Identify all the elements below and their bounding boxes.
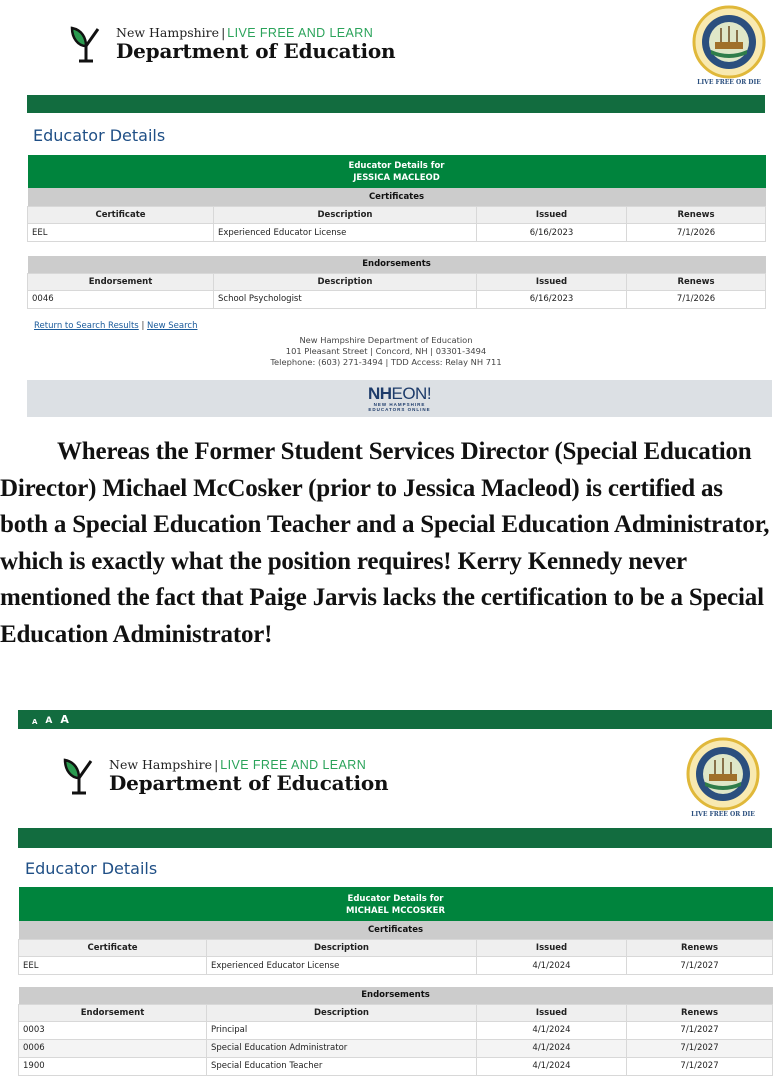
column-header: Endorsement	[28, 273, 214, 290]
table-row	[19, 1021, 773, 1039]
table-title: Educator Details for	[347, 893, 444, 904]
nav-bar	[18, 828, 772, 848]
endorsement-renews: 7/1/2027	[627, 1021, 773, 1039]
educator-name: MICHAEL MCCOSKER	[346, 905, 445, 916]
certificates-section-label: Certificates	[28, 188, 766, 207]
educator-name: JESSICA MACLEOD	[353, 173, 440, 183]
column-header: Description	[214, 207, 477, 224]
logo-department: Department of Education	[116, 39, 396, 63]
result-links	[34, 321, 197, 331]
nh-state-seal-icon	[685, 736, 761, 820]
text-size-large-button[interactable]: A	[60, 713, 69, 726]
endorsement-description: Special Education Teacher	[207, 1057, 477, 1075]
endorsements-section-label: Endorsements	[28, 256, 766, 274]
commentary-paragraph	[0, 434, 775, 653]
nheon-logo-bold: NH	[367, 383, 392, 403]
text-size-medium-button[interactable]: A	[45, 716, 53, 726]
endorsement-renews: 7/1/2026	[627, 290, 766, 308]
certificate-renews: 7/1/2026	[627, 224, 766, 242]
endorsement-issued: 4/1/2024	[477, 1021, 627, 1039]
endorsement-description: Special Education Administrator	[207, 1039, 477, 1057]
footer-address	[200, 335, 572, 368]
nheon-logo-light: EON!	[391, 383, 432, 403]
column-header: Certificate	[19, 940, 207, 957]
column-header: Issued	[477, 940, 627, 957]
seal-motto: LIVE FREE OR DIE	[691, 811, 755, 818]
nheon-footer-bar	[27, 380, 772, 417]
column-header: Endorsement	[19, 1004, 207, 1021]
column-header: Issued	[477, 207, 627, 224]
endorsement-issued: 4/1/2024	[477, 1057, 627, 1075]
logo-state: New Hampshire	[109, 757, 213, 772]
new-search-link[interactable]: New Search	[147, 321, 198, 331]
certificates-section-label: Certificates	[19, 921, 773, 940]
sprout-leaf-icon	[61, 756, 97, 796]
certificate-renews: 7/1/2027	[627, 957, 773, 975]
endorsement-renews: 7/1/2027	[627, 1039, 773, 1057]
column-header: Description	[207, 940, 477, 957]
column-header: Renews	[627, 940, 773, 957]
text-size-small-button[interactable]: A	[32, 718, 38, 726]
educator-details-table	[18, 887, 773, 1076]
endorsements-section-label: Endorsements	[19, 987, 773, 1005]
column-header: Issued	[477, 273, 627, 290]
table-row	[28, 224, 766, 242]
column-header: Description	[214, 273, 477, 290]
commentary-text: Whereas the Former Student Services Director (Special Education Director) Michael McCosker (prior to Jessica Macleod) is certified as both a Special Education Teacher and a Special Education Administrator, which is exactly what the position requires! Kerry Kennedy never mentioned the fact that Paige Jarvis lacks the certification to be a Special Education Administrator!	[0, 438, 770, 648]
footer-phone: Telephone: (603) 271-3494 | TDD Access: Relay NH 711	[270, 357, 502, 367]
nh-doe-logo[interactable]: New Hampshire | LIVE FREE AND LEARN Department of Education	[61, 756, 388, 796]
footer-org: New Hampshire Department of Education	[299, 335, 473, 345]
certificate-code: EEL	[28, 224, 214, 242]
endorsement-description: School Psychologist	[214, 290, 477, 308]
endorsement-issued: 4/1/2024	[477, 1039, 627, 1057]
table-row	[19, 1057, 773, 1075]
endorsement-code: 0003	[19, 1021, 207, 1039]
logo-department: Department of Education	[109, 771, 389, 795]
column-header: Renews	[627, 1004, 773, 1021]
certificate-issued: 4/1/2024	[477, 957, 627, 975]
accessibility-bar	[18, 710, 772, 729]
column-header: Renews	[627, 207, 766, 224]
table-row	[19, 957, 773, 975]
nav-bar	[27, 95, 765, 113]
nh-state-seal-icon	[691, 4, 767, 88]
sprout-leaf-icon	[68, 24, 104, 64]
table-title: Educator Details for	[348, 161, 445, 171]
page-title: Educator Details	[33, 126, 166, 145]
nheon-logo[interactable]	[367, 383, 432, 412]
column-header: Description	[207, 1004, 477, 1021]
endorsement-renews: 7/1/2027	[627, 1057, 773, 1075]
seal-motto: LIVE FREE OR DIE	[697, 79, 761, 86]
nheon-sub2: EDUCATORS ONLINE	[368, 406, 431, 412]
certificate-description: Experienced Educator License	[207, 957, 477, 975]
endorsement-code: 0046	[28, 290, 214, 308]
endorsement-code: 0006	[19, 1039, 207, 1057]
column-header: Renews	[627, 273, 766, 290]
certificate-code: EEL	[19, 957, 207, 975]
endorsement-description: Principal	[207, 1021, 477, 1039]
page-title: Educator Details	[25, 859, 158, 878]
nheon-sub1: NEW HAMPSHIRE	[373, 401, 426, 407]
column-header: Certificate	[28, 207, 214, 224]
certificate-issued: 6/16/2023	[477, 224, 627, 242]
nh-doe-logo[interactable]: New Hampshire | LIVE FREE AND LEARN Department of Education	[68, 24, 395, 64]
link-separator: |	[141, 321, 145, 331]
logo-state: New Hampshire	[116, 25, 220, 40]
endorsement-code: 1900	[19, 1057, 207, 1075]
certificate-description: Experienced Educator License	[214, 224, 477, 242]
return-to-search-results-link[interactable]: Return to Search Results	[34, 321, 139, 331]
footer-street: 101 Pleasant Street | Concord, NH | 03301-3494	[285, 346, 487, 356]
logo-tagline: LIVE FREE AND LEARN	[227, 26, 374, 40]
endorsement-issued: 6/16/2023	[477, 290, 627, 308]
educator-details-table	[27, 155, 766, 309]
column-header: Issued	[477, 1004, 627, 1021]
table-row	[19, 1039, 773, 1057]
logo-tagline: LIVE FREE AND LEARN	[220, 758, 367, 772]
table-row	[28, 290, 766, 308]
